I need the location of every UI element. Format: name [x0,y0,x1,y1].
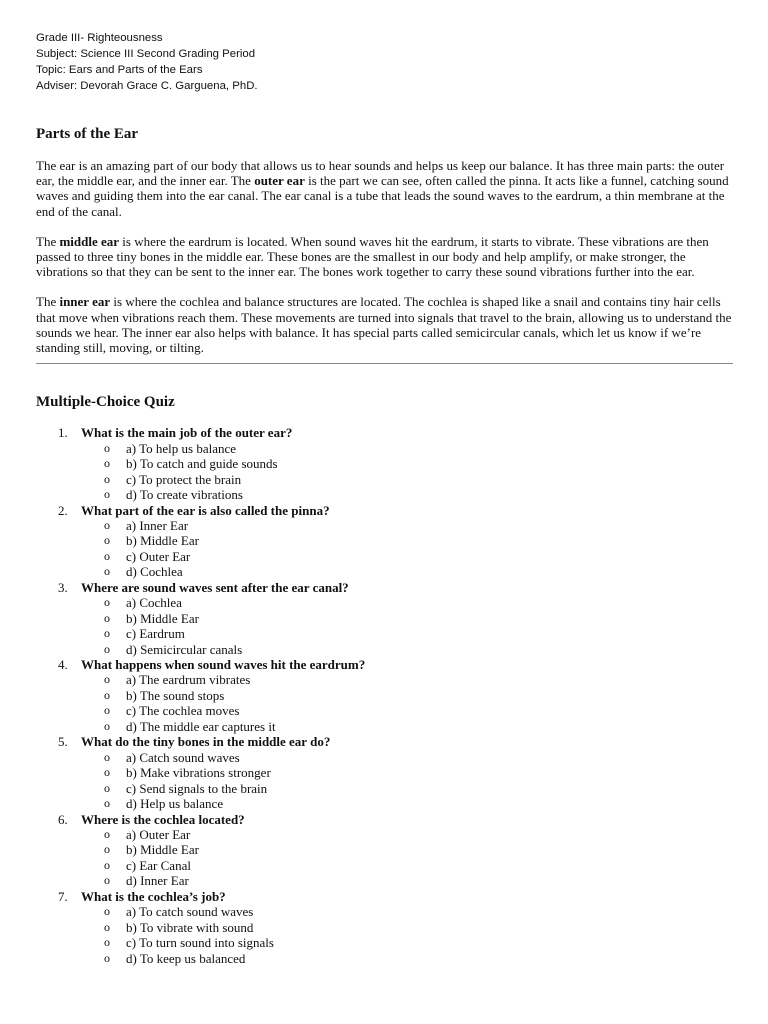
option-text: c) Outer Ear [126,548,191,564]
quiz-question [58,889,733,904]
bullet-icon: o [104,641,110,656]
answer-option [104,781,733,796]
section-divider [36,363,733,364]
answer-option [104,642,733,657]
bullet-icon: o [104,935,110,950]
answer-option [104,456,733,471]
option-text: d) Help us balance [126,796,224,812]
bullet-icon: o [104,517,110,532]
grade-line: Grade III- Righteousness [36,32,163,44]
bullet-icon: o [104,749,110,764]
option-text: c) Ear Canal [126,857,191,873]
question-number: 7. [58,888,68,904]
answer-option [104,904,733,919]
bullet-icon: o [104,950,110,965]
answer-option [104,951,733,966]
bullet-icon: o [104,842,110,857]
bullet-icon: o [104,595,110,610]
bullet-icon: o [104,548,110,563]
option-text: a) Outer Ear [126,827,191,843]
paragraph-text: is where the eardrum is located. When sound waves hit the eardrum, it starts to vibrate. These vibrations are then passed to three tiny bones in the middle ear. These bones are the smallest in our body and help amplify, or make stronger, the vibrations so that they can be sent to the inner ear. The bones work together to carry these sound vibrations further into the ear. [36,233,709,280]
answer-option [104,626,733,641]
answer-option [104,564,733,579]
document-header [36,30,733,94]
answer-option [104,518,733,533]
paragraph-text: is where the cochlea and balance structures are located. The cochlea is shaped like a snail and contains tiny hair cells that move when vibrations reach them. These movements are turned into signals that travel to the brain, allowing us to understand the sounds we hear. The inner ear also helps with balance. It has special parts called semicircular canals, which let us know if we’re standing still, moving, or tilting. [36,294,732,356]
option-text: a) The eardrum vibrates [126,672,251,688]
bullet-icon: o [104,533,110,548]
bullet-icon: o [104,873,110,888]
option-text: d) To create vibrations [126,487,243,503]
question-text: Where is the cochlea located? [81,811,245,827]
answer-option [104,842,733,857]
paragraph-inner-ear [36,294,733,355]
question-number: 3. [58,579,68,595]
bullet-icon: o [104,672,110,687]
bullet-icon: o [104,796,110,811]
quiz-question [58,657,733,672]
option-text: a) Catch sound waves [126,749,240,765]
paragraph-text: is the part we can see, often called the pinna. It acts like a funnel, catching sound waves and guiding them into the ear canal. The ear canal is a tube that leads the sound waves to the eardrum, a thin membrane at the end of the canal. [36,173,729,219]
option-text: d) To keep us balanced [126,950,246,966]
question-text: What is the main job of the outer ear? [81,425,293,441]
answer-option [104,920,733,935]
option-text: d) Inner Ear [126,873,189,889]
paragraph-text: The ear is an amazing part of our body that allows us to hear sounds and helps us keep our balance. It has three main parts: the outer ear, the middle ear, and the inner ear. The [36,158,725,189]
answer-option [104,873,733,888]
answer-option [104,750,733,765]
bold-term: middle ear [59,233,120,249]
question-number: 4. [58,657,68,673]
quiz-question [58,580,733,595]
adviser-line: Adviser: Devorah Grace C. Garguena, PhD. [36,80,258,92]
subject-line: Subject: Science III Second Grading Period [36,48,256,60]
bullet-icon: o [104,456,110,471]
option-text: c) To turn sound into signals [126,935,274,951]
option-text: d) Cochlea [126,564,183,580]
bullet-icon: o [104,687,110,702]
question-number: 6. [58,811,68,827]
paragraph-middle-ear [36,234,733,280]
paragraph-outer-ear [36,158,733,219]
option-text: c) Eardrum [126,626,185,642]
question-number: 5. [58,734,68,750]
quiz-question [58,425,733,440]
paragraph-text: The [36,233,60,249]
bullet-icon: o [104,471,110,486]
question-number: 2. [58,502,68,518]
question-text: Where are sound waves sent after the ear canal? [81,579,349,595]
answer-option [104,719,733,734]
answer-option [104,487,733,502]
answer-option [104,827,733,842]
option-text: c) The cochlea moves [126,703,240,719]
quiz-question [58,812,733,827]
bullet-icon: o [104,718,110,733]
bullet-icon: o [104,487,110,502]
option-text: a) To catch sound waves [126,904,254,920]
answer-option [104,611,733,626]
bullet-icon: o [104,703,110,718]
answer-option [104,672,733,687]
paragraph-text: The [36,294,60,310]
bullet-icon: o [104,904,110,919]
option-text: b) Make vibrations stronger [126,765,271,781]
bullet-icon: o [104,440,110,455]
bold-term: inner ear [59,294,111,310]
answer-option [104,935,733,950]
bullet-icon: o [104,564,110,579]
answer-option [104,796,733,811]
bullet-icon: o [104,827,110,842]
section-title: Parts of the Ear [36,126,139,142]
option-text: b) Middle Ear [126,842,199,858]
answer-option [104,549,733,564]
quiz-question [58,734,733,749]
option-text: b) To catch and guide sounds [126,456,278,472]
option-text: d) Semicircular canals [126,641,243,657]
bullet-icon: o [104,857,110,872]
bullet-icon: o [104,626,110,641]
answer-option [104,472,733,487]
answer-option [104,858,733,873]
option-text: b) Middle Ear [126,610,199,626]
question-number: 1. [58,425,68,441]
answer-option [104,688,733,703]
option-text: a) Inner Ear [126,517,189,533]
question-text: What do the tiny bones in the middle ear do? [81,734,331,750]
option-text: b) The sound stops [126,687,225,703]
option-text: b) To vibrate with sound [126,919,254,935]
option-text: b) Middle Ear [126,533,199,549]
topic-line: Topic: Ears and Parts of the Ears [36,64,203,76]
quiz-list [36,425,733,966]
bullet-icon: o [104,919,110,934]
answer-option [104,765,733,780]
question-text: What part of the ear is also called the pinna? [81,502,330,518]
bullet-icon: o [104,610,110,625]
answer-option [104,441,733,456]
quiz-question [58,503,733,518]
answer-option [104,703,733,718]
question-text: What happens when sound waves hit the eardrum? [81,657,366,673]
option-text: c) Send signals to the brain [126,780,268,796]
option-text: c) To protect the brain [126,471,242,487]
document-page [36,30,733,966]
bullet-icon: o [104,765,110,780]
question-text: What is the cochlea’s job? [81,888,226,904]
answer-option [104,533,733,548]
answer-option [104,595,733,610]
option-text: a) To help us balance [126,440,237,456]
quiz-title: Multiple-Choice Quiz [36,394,175,411]
bold-term: outer ear [254,173,305,189]
bullet-icon: o [104,780,110,795]
option-text: a) Cochlea [126,595,182,611]
option-text: d) The middle ear captures it [126,718,276,734]
